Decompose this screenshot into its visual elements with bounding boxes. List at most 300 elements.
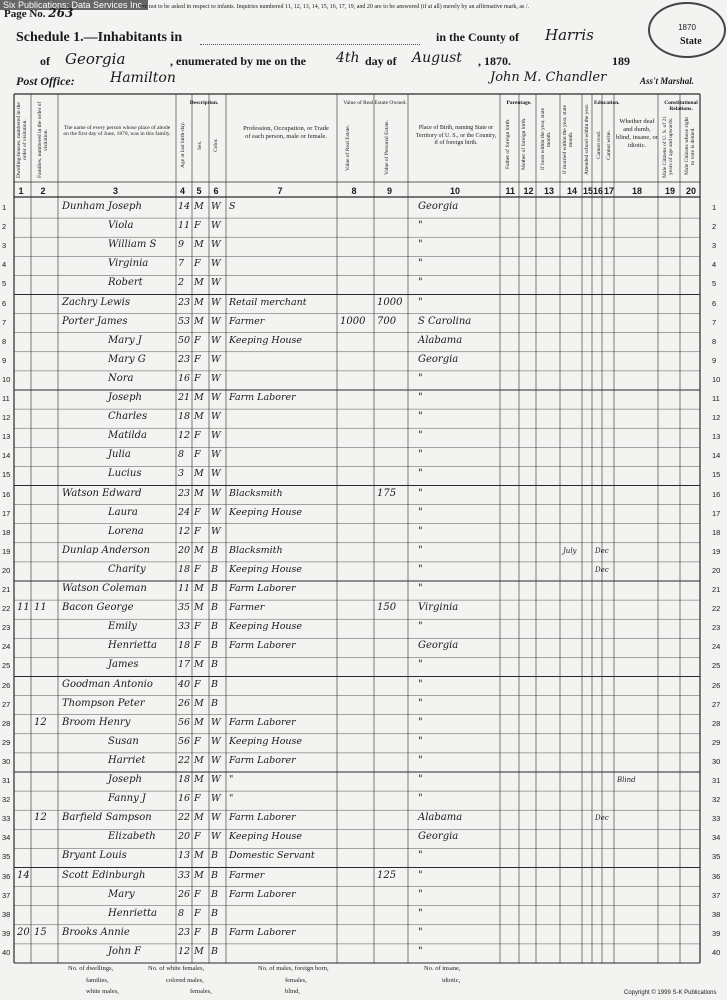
sex: F	[194, 563, 201, 575]
age: 12	[178, 430, 191, 442]
person-name: Watson Edward	[62, 487, 142, 499]
column-number: 17	[604, 186, 615, 196]
age: 18	[178, 774, 191, 785]
person-name: Broom Henry	[62, 716, 131, 728]
state-name: Georgia	[65, 50, 126, 68]
occupation: Keeping House	[229, 735, 303, 747]
line-number-right: 9	[712, 355, 717, 365]
age: 18	[178, 411, 191, 423]
sex: F	[194, 430, 201, 442]
color: B	[211, 640, 218, 652]
color: W	[211, 716, 221, 728]
line-number: 19	[2, 546, 11, 556]
line-number: 39	[2, 928, 11, 938]
line-number: 10	[2, 374, 11, 384]
sex: F	[194, 735, 201, 747]
county-name: Harris	[545, 26, 594, 44]
sex: F	[194, 506, 201, 518]
color: B	[211, 697, 218, 709]
birthplace: "	[418, 220, 423, 232]
line-number-right: 7	[712, 317, 717, 327]
column-number: 18	[632, 186, 643, 196]
column-number: 11	[505, 186, 516, 196]
header-value: Value of Real Estate Owned.	[343, 100, 407, 106]
age: 40	[178, 678, 191, 690]
age: 20	[178, 831, 191, 843]
day-of-label: day of	[365, 54, 397, 68]
color: W	[211, 487, 221, 499]
birthplace: "	[418, 296, 423, 308]
color: B	[211, 563, 218, 575]
person-name: Brooks Annie	[62, 926, 130, 938]
birthplace: "	[418, 583, 423, 594]
day-value: 4th	[336, 50, 360, 66]
age: 23	[178, 353, 191, 365]
family-number: 15	[34, 926, 47, 938]
age: 23	[178, 296, 191, 308]
line-number-right: 27	[712, 699, 721, 709]
header-occupation: Profession, Occupation, or Trade of each person, male or female.	[243, 125, 329, 140]
sex: M	[194, 315, 204, 327]
age: 22	[178, 812, 191, 824]
header-dwelling: Dwelling-houses, numbered in the order of visitation.	[16, 102, 28, 178]
birthplace: "	[418, 850, 423, 862]
person-name: Harriet	[108, 754, 146, 766]
page-no-label: Page No.	[4, 8, 46, 20]
line-number-right: 37	[712, 890, 721, 900]
header-sex: Sex.	[197, 140, 203, 150]
person-name: Viola	[108, 220, 134, 232]
state-label: State	[680, 36, 702, 47]
birthplace: "	[418, 258, 423, 270]
enumerated-label: , enumerated by me on the	[170, 54, 306, 68]
sex: M	[194, 487, 204, 499]
color: W	[211, 525, 221, 537]
line-number: 16	[2, 489, 11, 499]
header-born-within-year: If born within the year, state month.	[540, 107, 552, 171]
line-number: 26	[2, 680, 11, 690]
header-vote-denied: Male Citizens whose right to vote is denied.	[684, 117, 696, 176]
occupation: Farm Laborer	[229, 640, 296, 652]
sex: M	[194, 716, 204, 728]
line-number-right: 28	[712, 718, 721, 728]
occupation: Domestic Servant	[229, 850, 315, 862]
birthplace: "	[418, 754, 423, 766]
occupation: Farmer	[229, 315, 265, 327]
color: W	[211, 201, 221, 212]
age: 13	[178, 850, 191, 862]
sex: F	[194, 640, 201, 652]
source-overlay: Six Publications; Data Services Inc.	[0, 0, 148, 10]
color: W	[211, 793, 221, 805]
birthplace: Virginia	[418, 602, 459, 614]
header-married-within-year: If married within the year, state month.	[562, 104, 574, 174]
line-number-right: 25	[712, 661, 721, 671]
line-number: 18	[2, 527, 11, 537]
sex: M	[194, 869, 204, 881]
header-real-estate: Value of Real Estate.	[345, 124, 351, 172]
age: 11	[178, 220, 191, 232]
header-name: The name of every person whose place of abode on the first day of June, 1870, was in this family.	[63, 125, 171, 137]
line-number-right: 36	[712, 871, 721, 881]
color: W	[211, 334, 221, 346]
person-name: Henrietta	[108, 907, 157, 919]
person-name: Virginia	[108, 258, 149, 270]
line-number: 24	[2, 642, 11, 652]
line-number: 20	[2, 565, 11, 575]
sex: F	[194, 258, 201, 270]
marshal-name: John M. Chandler	[490, 70, 607, 85]
column-number: 12	[523, 186, 534, 196]
line-number-right: 20	[712, 565, 721, 575]
birthplace: "	[418, 907, 423, 919]
personal-estate-value: 125	[377, 869, 397, 881]
footer-insane: No. of insane,	[424, 965, 461, 972]
line-number-right: 8	[712, 336, 717, 346]
sex: M	[194, 754, 204, 766]
occupation: Keeping House	[229, 621, 303, 633]
person-name: Goodman Antonio	[62, 678, 153, 690]
line-number: 30	[2, 756, 11, 766]
person-name: Zachry Lewis	[62, 296, 131, 308]
person-name: William S	[108, 239, 157, 251]
personal-estate-value: 1000	[377, 296, 403, 308]
occupation: Farm Laborer	[229, 926, 296, 938]
color: W	[211, 411, 221, 423]
header-cannot-read: Cannot read.	[596, 130, 602, 160]
line-number-right: 12	[712, 413, 721, 423]
cannot-read: Dec	[595, 814, 609, 823]
sex: M	[194, 774, 204, 785]
birthplace: "	[418, 774, 423, 785]
column-number: 7	[277, 186, 283, 196]
line-number-right: 39	[712, 928, 721, 938]
column-number: 5	[196, 186, 202, 196]
color: W	[211, 754, 221, 766]
line-number-right: 23	[712, 623, 721, 633]
occupation: Farmer	[229, 602, 265, 614]
age: 23	[178, 926, 191, 938]
birthplace: Alabama	[418, 334, 463, 346]
age: 56	[178, 735, 191, 747]
color: W	[211, 468, 221, 480]
person-name: Watson Coleman	[62, 583, 147, 594]
line-number: 32	[2, 795, 11, 805]
birthplace: "	[418, 411, 423, 423]
line-number-right: 13	[712, 432, 721, 442]
occupation: "	[229, 793, 234, 805]
line-number: 31	[2, 776, 11, 785]
sex: M	[194, 296, 204, 308]
birthplace: Georgia	[418, 640, 459, 652]
sex: F	[194, 220, 201, 232]
line-number: 17	[2, 508, 11, 518]
sex: F	[194, 793, 201, 805]
sex: F	[194, 926, 201, 938]
person-name: Julia	[108, 449, 131, 461]
line-number-right: 31	[712, 776, 721, 785]
sex: M	[194, 583, 204, 594]
person-name: Scott Edinburgh	[62, 869, 146, 881]
line-number-right: 14	[712, 451, 721, 461]
person-name: Joseph	[108, 774, 142, 785]
sex: M	[194, 239, 204, 251]
occupation: Farm Laborer	[229, 812, 296, 824]
line-number-right: 17	[712, 508, 721, 518]
cannot-read: Dec	[595, 565, 609, 574]
line-number: 21	[2, 585, 11, 594]
column-number: 6	[213, 186, 219, 196]
marshal-label: Ass't Marshal.	[640, 76, 695, 86]
age: 16	[178, 793, 191, 805]
sex: F	[194, 621, 201, 633]
line-number: 11	[2, 394, 10, 403]
column-number: 14	[567, 186, 578, 196]
family-number: 11	[34, 602, 47, 614]
sex: F	[194, 372, 201, 384]
color: W	[211, 296, 221, 308]
line-number: 33	[2, 814, 11, 824]
age: 2	[178, 277, 185, 289]
personal-estate-value: 700	[377, 315, 397, 327]
column-number: 9	[387, 186, 393, 196]
footer-foreign-females: females,	[285, 977, 307, 984]
person-name: Mary	[108, 888, 135, 900]
birthplace: "	[418, 888, 423, 900]
header-family: Families, numbered in the order of visitation.	[37, 101, 49, 179]
line-number: 8	[2, 336, 7, 346]
line-number-right: 30	[712, 756, 721, 766]
line-number: 12	[2, 413, 11, 423]
line-number: 3	[2, 241, 7, 251]
sex: M	[194, 411, 204, 423]
age: 16	[178, 372, 191, 384]
occupation: Farm Laborer	[229, 754, 296, 766]
color: B	[211, 659, 218, 671]
line-number-right: 29	[712, 737, 721, 747]
person-name: Barfield Sampson	[62, 812, 152, 824]
person-name: Thompson Peter	[62, 697, 145, 709]
header-cannot-write: Cannot write.	[606, 130, 612, 160]
color: W	[211, 315, 221, 327]
occupation: Blacksmith	[229, 544, 283, 556]
sex: M	[194, 945, 204, 957]
occupation: Farmer	[229, 869, 265, 881]
line-number: 13	[2, 432, 11, 442]
line-number-right: 19	[712, 546, 721, 556]
color: W	[211, 353, 221, 365]
column-number: 1	[18, 186, 24, 196]
footer-families: families,	[86, 977, 109, 984]
birthplace: Georgia	[418, 353, 459, 365]
person-name: Emily	[108, 621, 137, 633]
sex: M	[194, 544, 204, 556]
person-name: Bryant Louis	[62, 850, 127, 862]
line-number: 28	[2, 718, 11, 728]
line-number: 7	[2, 317, 7, 327]
person-name: Nora	[108, 372, 134, 384]
dwelling-number: 14	[17, 869, 30, 881]
age: 50	[178, 334, 191, 346]
birthplace: "	[418, 659, 423, 671]
occupation: Keeping House	[229, 506, 303, 518]
cannot-read: Dec	[595, 546, 609, 555]
footer-colored-males: colored males,	[166, 977, 204, 984]
color: B	[211, 583, 218, 594]
sex: F	[194, 678, 201, 690]
occupation: "	[229, 774, 234, 785]
header-color: Color.	[213, 138, 219, 152]
line-number-right: 16	[712, 489, 721, 499]
line-number-right: 32	[712, 795, 721, 805]
header-age: Age at last birth-day.	[180, 121, 186, 169]
color: B	[211, 850, 218, 862]
line-number: 25	[2, 661, 11, 671]
color: W	[211, 430, 221, 442]
column-number: 16	[593, 186, 604, 196]
header-mother-foreign: Mother of foreign birth.	[521, 117, 527, 171]
color: W	[211, 392, 221, 403]
color: B	[211, 869, 218, 881]
line-number: 6	[2, 298, 7, 308]
age: 8	[178, 907, 185, 919]
sex: F	[194, 334, 201, 346]
header-description: Description.	[189, 100, 219, 106]
color: W	[211, 812, 221, 824]
line-number: 4	[2, 260, 7, 270]
family-number: 12	[34, 812, 47, 824]
line-number: 40	[2, 947, 11, 957]
sex: M	[194, 392, 204, 403]
age: 33	[178, 621, 191, 633]
age: 3	[178, 468, 185, 480]
birthplace: "	[418, 468, 423, 480]
sex: F	[194, 888, 201, 900]
color: W	[211, 220, 221, 232]
footer-white-females: No. of white females,	[148, 965, 205, 972]
dwelling-number: 20	[17, 926, 30, 938]
color: W	[211, 831, 221, 843]
birthplace: "	[418, 716, 423, 728]
personal-estate-value: 150	[377, 602, 397, 614]
sex: M	[194, 201, 204, 212]
birthplace: "	[418, 678, 423, 690]
dwelling-number: 11	[17, 602, 30, 614]
color: W	[211, 239, 221, 251]
sex: F	[194, 525, 201, 537]
birthplace: "	[418, 945, 423, 957]
birthplace: "	[418, 869, 423, 881]
line-number-right: 11	[712, 394, 720, 403]
line-number-right: 26	[712, 680, 721, 690]
birthplace: Georgia	[418, 201, 459, 212]
birthplace: "	[418, 430, 423, 442]
age: 35	[178, 602, 191, 614]
line-number-right: 4	[712, 260, 717, 270]
line-number-right: 1	[712, 203, 717, 212]
birthplace: "	[418, 793, 423, 805]
line-number: 2	[2, 222, 7, 232]
line-number-right: 2	[712, 222, 717, 232]
line-number-right: 33	[712, 814, 721, 824]
column-number: 8	[351, 186, 357, 196]
birthplace: "	[418, 392, 423, 403]
person-name: Dunlap Anderson	[62, 544, 150, 556]
footer-foreign-males: No. of males, foreign born,	[258, 965, 329, 972]
family-number: 12	[34, 716, 47, 728]
sex: M	[194, 468, 204, 480]
copyright: Copyright © 1999 S-K Publications	[624, 990, 717, 996]
line-number-right: 38	[712, 909, 721, 919]
color: B	[211, 907, 218, 919]
birthplace: S Carolina	[418, 315, 472, 327]
header-education: Education.	[594, 100, 620, 106]
birthplace: "	[418, 544, 423, 556]
birthplace: "	[418, 449, 423, 461]
color: W	[211, 449, 221, 461]
infirmity: Blind	[617, 776, 636, 784]
page-number: 263	[48, 6, 74, 20]
person-name: Bacon George	[62, 602, 134, 614]
footer-idiotic: idiotic,	[442, 977, 461, 984]
sex: M	[194, 659, 204, 671]
age: 20	[178, 544, 191, 556]
column-number: 15	[583, 186, 594, 196]
line-number: 22	[2, 604, 11, 614]
person-name: Fanny J	[108, 793, 146, 805]
top-note: are not to be asked in respect to infants. Inquiries numbered 11, 12, 13, 14, 15, 16, 17, 19, and 20 are to be answered (if at all) merely by an affirmative mark, as /.	[140, 4, 530, 10]
color: B	[211, 678, 218, 690]
person-name: Charity	[108, 563, 146, 575]
header-school: Attended school within the year.	[584, 103, 590, 175]
header-birthplace: Place of Birth, naming State or Territory of U. S., or the Country, if of foreign birth.	[415, 125, 497, 146]
occupation: Keeping House	[229, 563, 303, 575]
line-number-right: 15	[712, 470, 721, 480]
line-number: 29	[2, 737, 11, 747]
occupation: Keeping House	[229, 334, 303, 346]
occupation: Blacksmith	[229, 487, 283, 499]
line-number: 15	[2, 470, 11, 480]
age: 14	[178, 201, 191, 212]
column-number: 13	[544, 186, 555, 196]
person-name: Lorena	[108, 525, 144, 537]
sex: M	[194, 850, 204, 862]
line-number-right: 34	[712, 833, 721, 843]
age: 18	[178, 640, 191, 652]
age: 12	[178, 945, 191, 957]
line-number-right: 5	[712, 279, 717, 289]
age: 7	[178, 258, 185, 270]
sex: F	[194, 831, 201, 843]
number-189: 189	[612, 54, 630, 68]
post-office-name: Hamilton	[110, 70, 176, 86]
line-number-right: 40	[712, 947, 721, 957]
post-office-label: Post Office:	[16, 74, 75, 88]
color: W	[211, 506, 221, 518]
person-name: Mary J	[108, 334, 142, 346]
header-parentage: Parentage.	[506, 100, 532, 106]
of-label: of	[40, 54, 50, 68]
column-number: 20	[686, 186, 697, 196]
sex: F	[194, 907, 201, 919]
header-father-foreign: Father of foreign birth.	[505, 118, 511, 170]
age: 11	[178, 583, 191, 594]
column-number: 10	[450, 186, 461, 196]
sex: M	[194, 602, 204, 614]
birthplace: "	[418, 506, 423, 518]
color: B	[211, 621, 218, 633]
year-label: , 1870.	[478, 54, 511, 68]
